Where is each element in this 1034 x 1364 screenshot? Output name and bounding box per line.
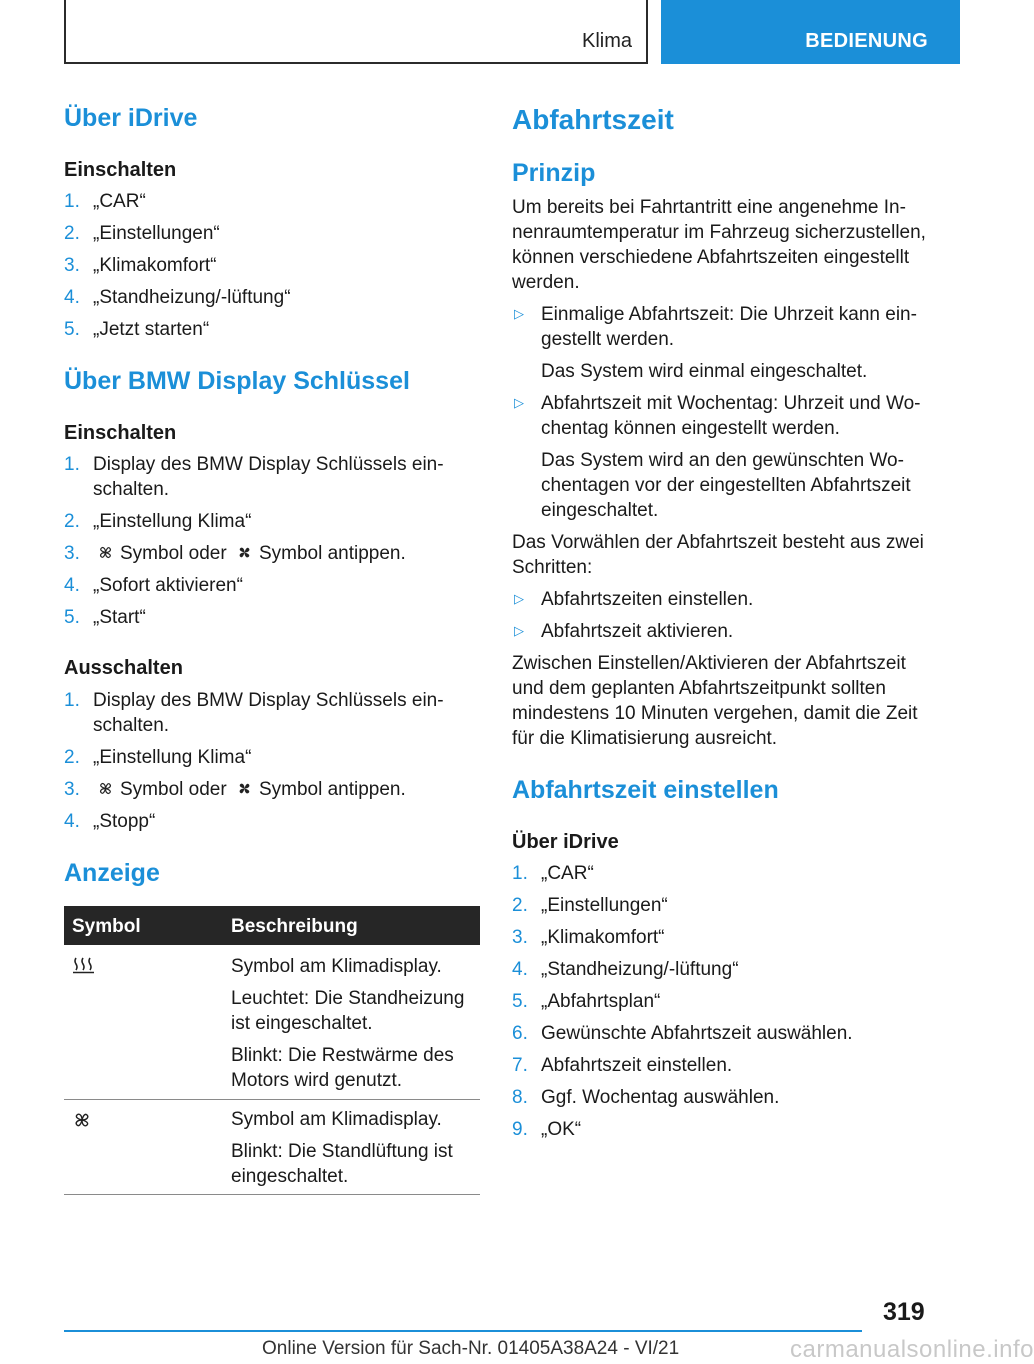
triangle-bullet-icon: ▷ [514,591,524,606]
triangle-bullet-icon: ▷ [514,306,524,321]
heading-abfahrtszeit-einstellen: Abfahrtszeit einstellen [512,776,779,804]
subheading-einschalten: Einschalten [64,422,177,444]
bullet-text: chentag können eingestellt werden. [541,418,840,439]
table-row-1-desc: Leuchtet: Die Standheizung [231,988,465,1009]
watermark: carmanualsonline.info [790,1336,1034,1363]
table-row-2-desc: Symbol am Klimadisplay. [231,1109,442,1130]
table-row-2-desc: eingeschaltet. [231,1166,349,1187]
footer-text: Online Version für Sach-Nr. 01405A38A24 - VI/21 [262,1338,680,1359]
bullet-note: chentagen vor der eingestellten Abfahrtszeit [541,475,911,496]
heading-display-key: Über BMW Display Schlüssel [64,367,410,395]
heat-waves-icon [72,956,96,974]
bullet-text: Abfahrtszeit mit Wochentag: Uhrzeit und Wo- [541,393,921,414]
subheading-idrive: Über iDrive [512,831,619,853]
bullet-note: eingeschaltet. [541,500,659,521]
heading-anzeige: Anzeige [64,859,160,887]
table-header [64,906,480,945]
paragraph: Schritten: [512,557,593,578]
col-symbol: Symbol [72,916,141,937]
section-title: Klima [581,30,632,52]
chapter-tab-label: BEDIENUNG [805,30,928,52]
table-row-1-desc: ist eingeschaltet. [231,1013,373,1034]
paragraph: nenraumtemperatur im Fahrzeug sicherzustellen, [512,222,926,243]
table-divider [64,1099,480,1100]
table-row-1-desc: Blinkt: Die Restwärme des [231,1045,454,1066]
subheading-einschalten: Einschalten [64,159,177,181]
paragraph: werden. [512,272,580,293]
fan-icon [97,544,114,561]
triangle-bullet-icon: ▷ [514,623,524,638]
subheading-ausschalten: Ausschalten [64,657,183,679]
table-divider [64,1194,480,1195]
fan-auto-icon [236,544,253,561]
bullet-text: Abfahrtszeit aktivieren. [541,621,734,642]
table-row-2-desc: Blinkt: Die Standlüftung ist [231,1141,453,1162]
table-row-1-desc: Motors wird genutzt. [231,1070,403,1091]
page-number: 319 [883,1298,925,1326]
paragraph: können verschiedene Abfahrtszeiten eingestellt [512,247,910,268]
bullet-text: gestellt werden. [541,329,675,350]
triangle-bullet-icon: ▷ [514,395,524,410]
fan-icon [97,780,114,797]
header-box [64,0,648,64]
paragraph: und dem geplanten Abfahrtszeitpunkt sollten [512,678,886,699]
paragraph: für die Klimatisierung ausreicht. [512,728,778,749]
fan-icon [72,1110,92,1130]
paragraph: Das Vorwählen der Abfahrtszeit besteht aus zwei [512,532,924,553]
chapter-tab[interactable] [661,0,960,64]
footer-rule [64,1330,862,1332]
bullet-note: Das System wird einmal eingeschaltet. [541,361,868,382]
bullet-note: Das System wird an den gewünschten Wo- [541,450,904,471]
heading-abfahrtszeit: Abfahrtszeit [512,104,674,135]
table-row-1-desc: Symbol am Klimadisplay. [231,956,442,977]
paragraph: mindestens 10 Minuten vergehen, damit die Zeit [512,703,918,724]
bullet-text: Einmalige Abfahrtszeit: Die Uhrzeit kann ein- [541,304,917,325]
heading-idrive: Über iDrive [64,104,198,132]
paragraph: Zwischen Einstellen/Aktivieren der Abfahrtszeit [512,653,906,674]
heading-prinzip: Prinzip [512,159,596,187]
paragraph: Um bereits bei Fahrtantritt eine angenehme In- [512,197,906,218]
bullet-text: Abfahrtszeiten einstellen. [541,589,754,610]
col-description: Beschreibung [231,916,358,937]
fan-auto-icon [236,780,253,797]
